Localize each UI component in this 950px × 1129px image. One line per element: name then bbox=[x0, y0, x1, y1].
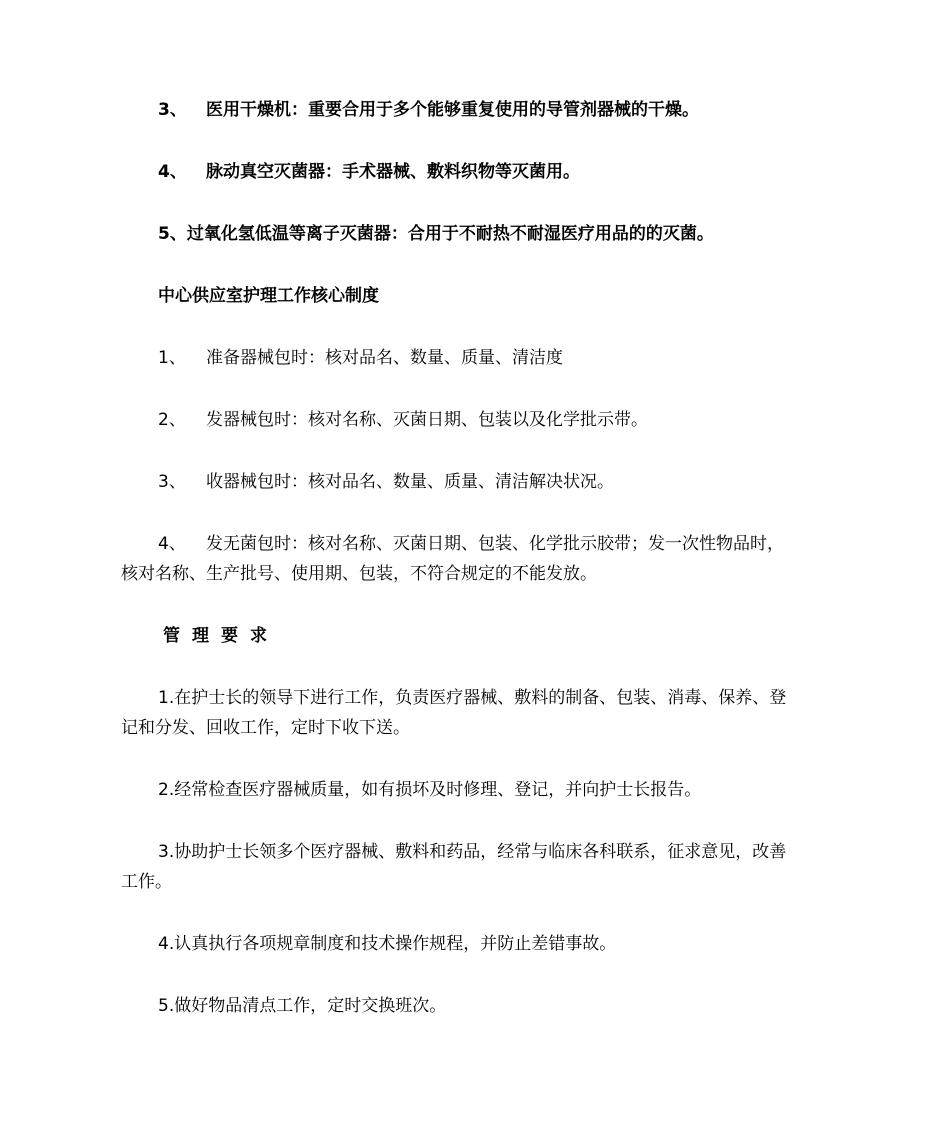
section-heading-management: 管理要求 bbox=[163, 626, 279, 646]
equipment-item-4 bbox=[158, 157, 580, 187]
item-number: 3、 bbox=[158, 472, 186, 492]
core-item-2 bbox=[158, 405, 648, 435]
core-item-3 bbox=[158, 467, 614, 497]
item-number: 2、 bbox=[158, 410, 186, 430]
requirement-4: 4.认真执行各项规章制度和技术操作规程，并防止差错事故。 bbox=[158, 934, 617, 954]
core-item-1 bbox=[158, 343, 563, 373]
item-text: 发器械包时：核对名称、灭菌日期、包装以及化学批示带。 bbox=[206, 410, 648, 430]
equipment-item-3 bbox=[158, 95, 699, 125]
core-item-4 bbox=[158, 529, 784, 559]
item-text: 收器械包时：核对品名、数量、质量、清洁解决状况。 bbox=[206, 472, 614, 492]
item-text: 发无菌包时：核对名称、灭菌日期、包装、化学批示胶带；发一次性物品时， bbox=[206, 534, 784, 554]
item-number: 3、 bbox=[158, 100, 187, 120]
requirement-5: 5.做好物品清点工作，定时交换班次。 bbox=[158, 996, 447, 1016]
requirement-2: 2.经常检查医疗器械质量，如有损坏及时修理、登记，并向护士长报告。 bbox=[158, 780, 702, 800]
item-number: 1、 bbox=[158, 348, 186, 368]
item-number: 4、 bbox=[158, 534, 186, 554]
requirement-1: 1.在护士长的领导下进行工作，负责医疗器械、敷料的制备、包装、消毒、保养、登 bbox=[158, 688, 787, 708]
item-text: 医用干燥机：重要合用于多个能够重复使用的导管剂器械的干燥。 bbox=[206, 100, 699, 120]
core-item-4-continuation: 核对名称、生产批号、使用期、包装，不符合规定的不能发放。 bbox=[121, 564, 597, 584]
item-text: 准备器械包时：核对品名、数量、质量、清洁度 bbox=[206, 348, 563, 368]
section-heading-core-system: 中心供应室护理工作核心制度 bbox=[158, 286, 379, 306]
requirement-3: 3.协助护士长领多个医疗器械、敷料和药品，经常与临床各科联系，征求意见，改善 bbox=[158, 842, 787, 862]
requirement-1-continuation: 记和分发、回收工作，定时下收下送。 bbox=[121, 718, 410, 738]
item-number: 4、 bbox=[158, 162, 187, 182]
item-text: 脉动真空灭菌器：手术器械、敷料织物等灭菌用。 bbox=[206, 162, 580, 182]
equipment-item-5: 5、过氧化氢低温等离子灭菌器：合用于不耐热不耐湿医疗用品的的灭菌。 bbox=[158, 224, 714, 244]
requirement-3-continuation: 工作。 bbox=[121, 872, 172, 892]
